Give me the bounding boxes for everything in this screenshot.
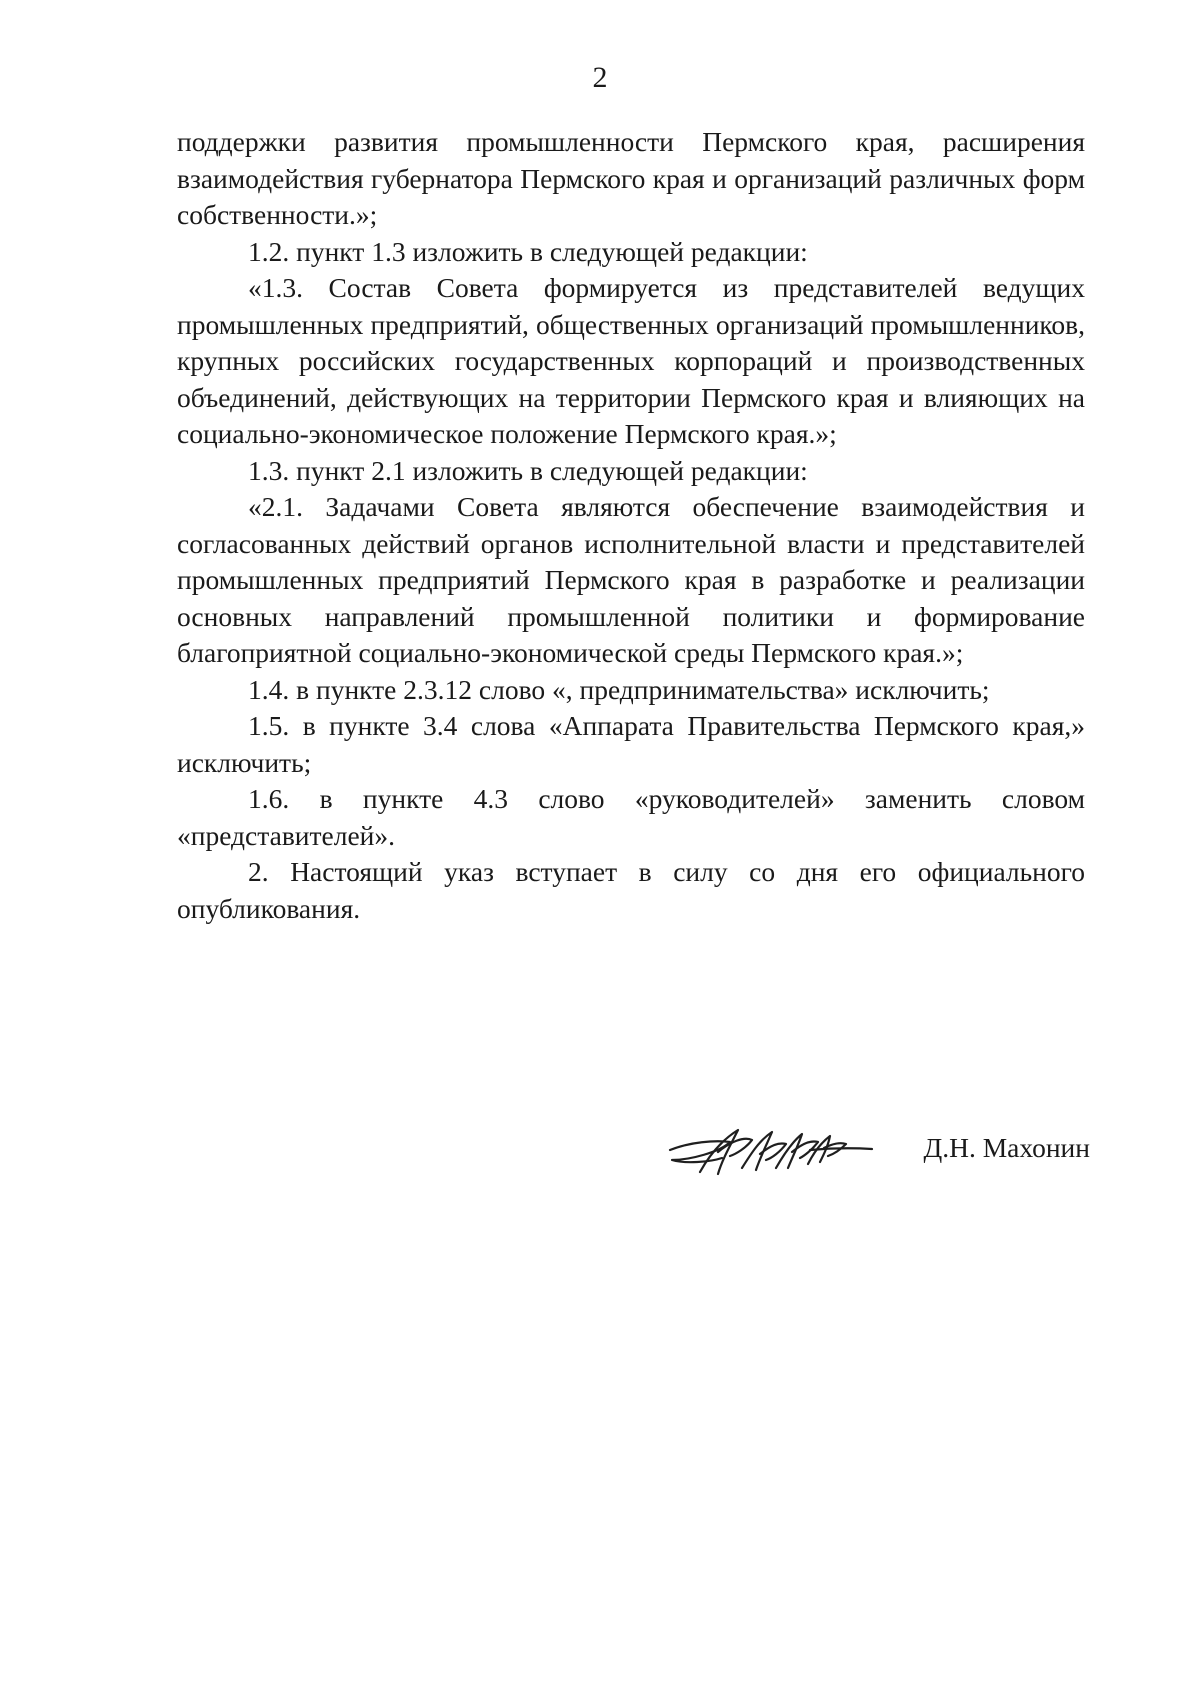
- document-body: [177, 124, 1085, 927]
- paragraph-3: «1.3. Состав Совета формируется из представителей ведущих промышленных предприятий, общественных организаций промышленников, крупных российских государственных корпораций и производственных объединений, действующих на территории Пермского края и влияющих на социально-экономическое положение Пермского края.»;: [177, 272, 1085, 449]
- paragraph-5: «2.1. Задачами Совета являются обеспечение взаимодействия и согласованных действий органов исполнительной власти и представителей промышленных предприятий Пермского края в разработке и реализации основных направлений промышленной политики и формирование благоприятной социально-экономической среды Пермского края.»;: [177, 491, 1085, 668]
- signature-block: [660, 1112, 1090, 1192]
- paragraph-7: 1.5. в пункте 3.4 слова «Аппарата Правительства Пермского края,» исключить;: [177, 710, 1085, 778]
- paragraph-6: 1.4. в пункте 2.3.12 слово «, предпринимательства» исключить;: [248, 673, 990, 705]
- paragraph-8: 1.6. в пункте 4.3 слово «руководителей» заменить словом «представителей».: [177, 783, 1085, 851]
- signer-name: Д.Н. Махонин: [923, 1132, 1090, 1163]
- handwritten-signature-icon: [660, 1112, 880, 1192]
- paragraph-9: 2. Настоящий указ вступает в силу со дня его официального опубликования.: [177, 856, 1085, 924]
- paragraph-2: 1.2. пункт 1.3 изложить в следующей редакции:: [248, 235, 808, 267]
- page-number: 2: [592, 61, 608, 94]
- paragraph-4: 1.3. пункт 2.1 изложить в следующей редакции:: [248, 454, 808, 486]
- paragraph-1: поддержки развития промышленности Пермского края, расширения взаимодействия губернатора Пермского края и организаций различных форм собственности.»;: [177, 126, 1085, 230]
